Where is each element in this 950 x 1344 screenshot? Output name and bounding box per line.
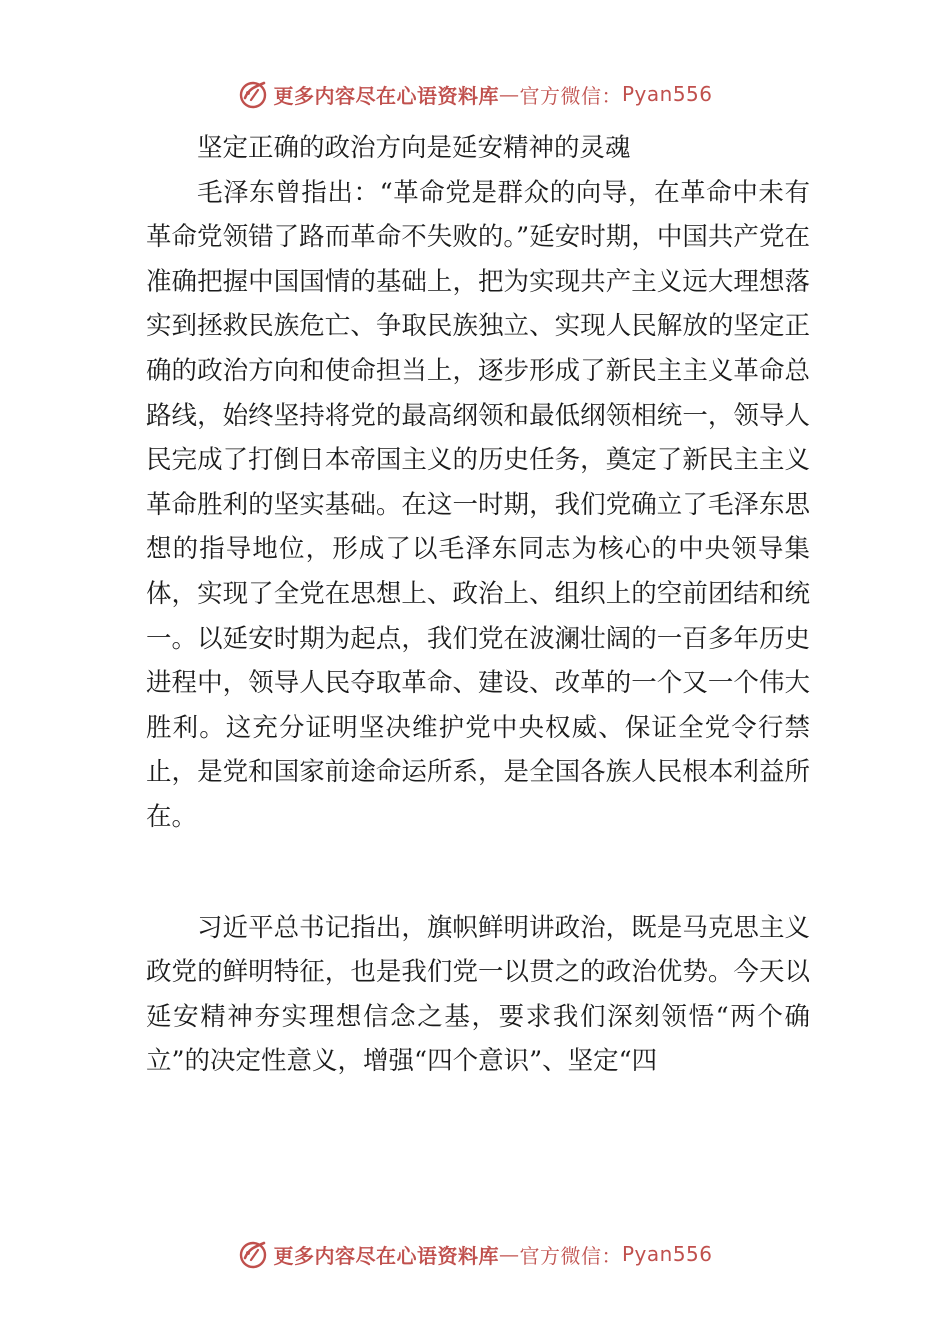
- body-paragraph-2: 习近平总书记指出，旗帜鲜明讲政治，既是马克思主义政党的鲜明特征，也是我们党一以贯之的政治优势。今天以延安精神夯实理想信念之基，要求我们深刻领悟“两个确立”的决定性意义，增强“四个意识”、坚定“四: [146, 912, 810, 1077]
- paragraph-gap: [146, 840, 810, 906]
- watermark-separator: —: [498, 82, 520, 106]
- header-watermark: [0, 74, 950, 114]
- watermark-text: 更多内容尽在心语资料库: [273, 1243, 499, 1268]
- section-heading: 坚定正确的政治方向是延安精神的灵魂: [197, 133, 631, 163]
- watermark-text: 更多内容尽在心语资料库: [273, 83, 499, 108]
- logo-icon: [237, 78, 269, 110]
- footer-watermark: [0, 1234, 950, 1274]
- watermark-wechat-label: 官方微信：: [519, 1243, 622, 1268]
- watermark-separator: —: [498, 1242, 520, 1266]
- body-paragraph-1: 毛泽东曾指出：“革命党是群众的向导，在革命中未有革命党领错了路而革命不失败的。”延安时期，中国共产党在准确把握中国国情的基础上，把为实现共产主义远大理想落实到拯救民族危亡、争取民族独立、实现人民解放的坚定正确的政治方向和使命担当上，逐步形成了新民主主义革命总路线，始终坚持将党的最高纲领和最低纲领相统一，领导人民完成了打倒日本帝国主义的历史任务，奠定了新民主主义革命胜利的坚实基础。在这一时期，我们党确立了毛泽东思想的指导地位，形成了以毛泽东同志为核心的中央领导集体，实现了全党在思想上、政治上、组织上的空前团结和统一。以延安时期为起点，我们党在波澜壮阔的一百多年历史进程中，领导人民夺取革命、建设、改革的一个又一个伟大胜利。这充分证明坚决维护党中央权威、保证全党令行禁止，是党和国家前途命运所系，是全国各族人民根本利益所在。: [146, 177, 810, 832]
- document-body: [146, 126, 810, 1084]
- watermark-wechat-label: 官方微信：: [519, 83, 622, 108]
- watermark-wechat-id: Pyan556: [621, 1242, 713, 1266]
- watermark-wechat-id: Pyan556: [621, 82, 713, 106]
- logo-icon: [237, 1238, 269, 1270]
